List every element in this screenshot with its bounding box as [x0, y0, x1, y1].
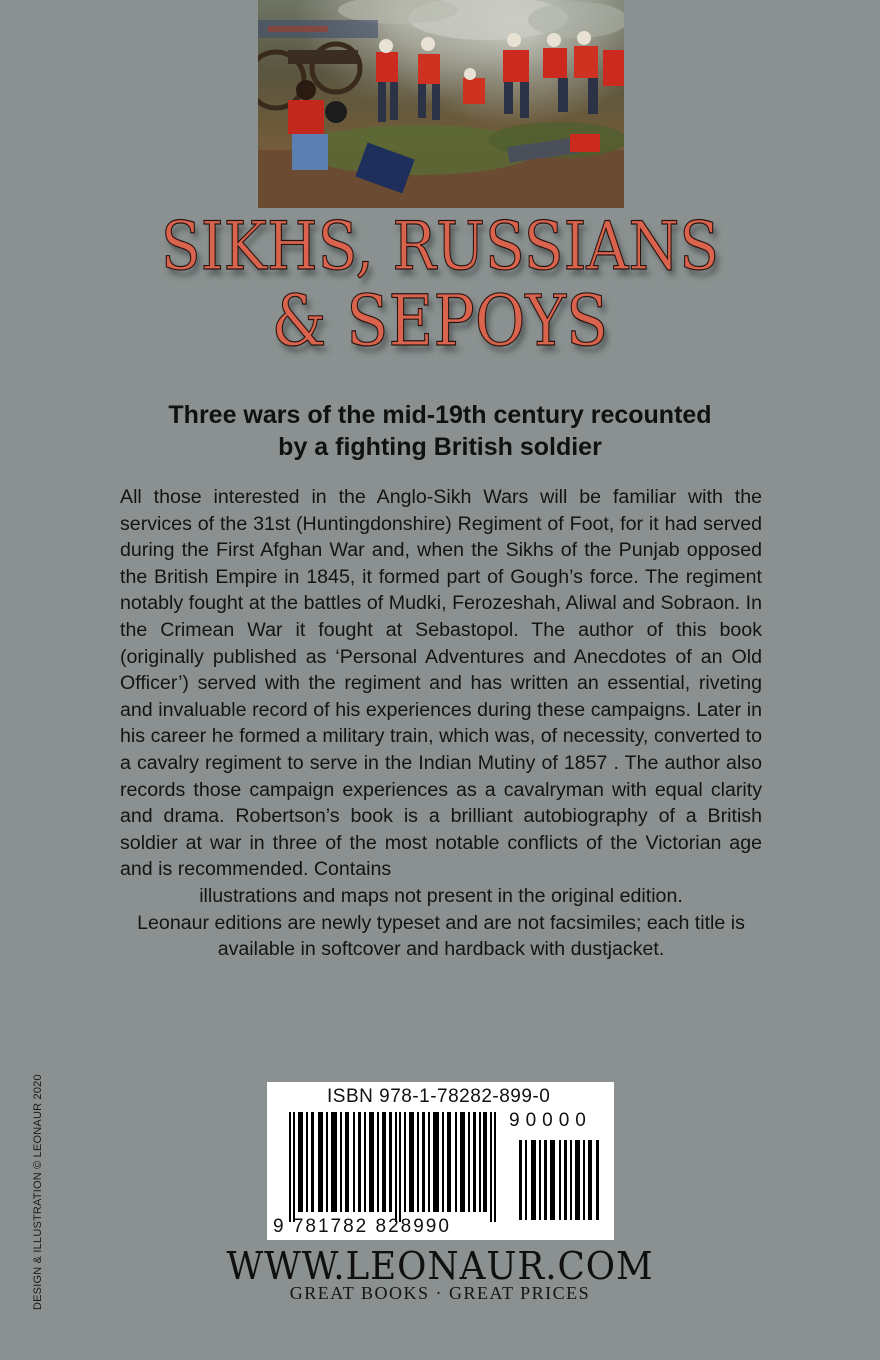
- book-title-line-2: & SEPOYS: [271, 280, 609, 362]
- book-description: [120, 484, 762, 963]
- description-paragraph-2-line-2: available in softcover and hardback with dustjacket.: [217, 938, 665, 961]
- description-paragraph-1: All those interested in the Anglo-Sikh Wars will be familiar with the services of the 31st (Huntingdonshire) Regiment of Foot, for it had served during the First Afghan War and, when the Sikhs of the Punjab opposed the British Empire in 1845, it formed part of Gough’s force. The regiment notably fought at the battles of Mudki, Ferozeshah, Aliwal and Sobraon. In the Crimean War it fought at Sebastopol. The author of this book (originally published as ‘Personal Adventures and Anecdotes of an Old Officer’) served with the regiment and has written an essential, riveting and invaluable record of his experiences during these campaigns. Later in his career he formed a military train, which was, of necessity, converted to a cavalry regiment to serve in the Indian Mutiny of 1857 . The author also records those campaign experiences as a cavalryman with equal clarity and drama. Robertson’s book is a brilliant autobiography of a British soldier at war in three of the most notable conflicts of the Victorian age and is recommended. Contains: [120, 486, 762, 881]
- publisher-website[interactable]: WWW.LEONAUR.COM: [226, 1244, 654, 1288]
- subtitle-line-1: Three wars of the mid-19th century recounted: [168, 401, 712, 429]
- book-title-line-1: SIKHS, RUSSIANS: [160, 208, 720, 285]
- subtitle-line-2: by a fighting British soldier: [278, 433, 602, 461]
- cover-painting: [258, 0, 624, 208]
- battle-painting-image: [258, 0, 624, 208]
- isbn-barcode: [267, 1082, 614, 1240]
- description-paragraph-2-line-1: Leonaur editions are newly typeset and are not facsimiles; each title is: [137, 911, 745, 934]
- price-addon-digits: 90000: [509, 1110, 592, 1131]
- description-paragraph-1-end: illustrations and maps not present in the original edition.: [199, 884, 683, 907]
- design-credit: DESIGN & ILLUSTRATION © LEONAUR 2020: [32, 1074, 44, 1310]
- isbn-label: ISBN 978-1-78282-899-0: [327, 1086, 551, 1107]
- publisher-tagline: GREAT BOOKS · GREAT PRICES: [289, 1283, 591, 1303]
- book-subtitle: [110, 399, 770, 463]
- barcode-digits: 9 781782 828990: [273, 1216, 451, 1237]
